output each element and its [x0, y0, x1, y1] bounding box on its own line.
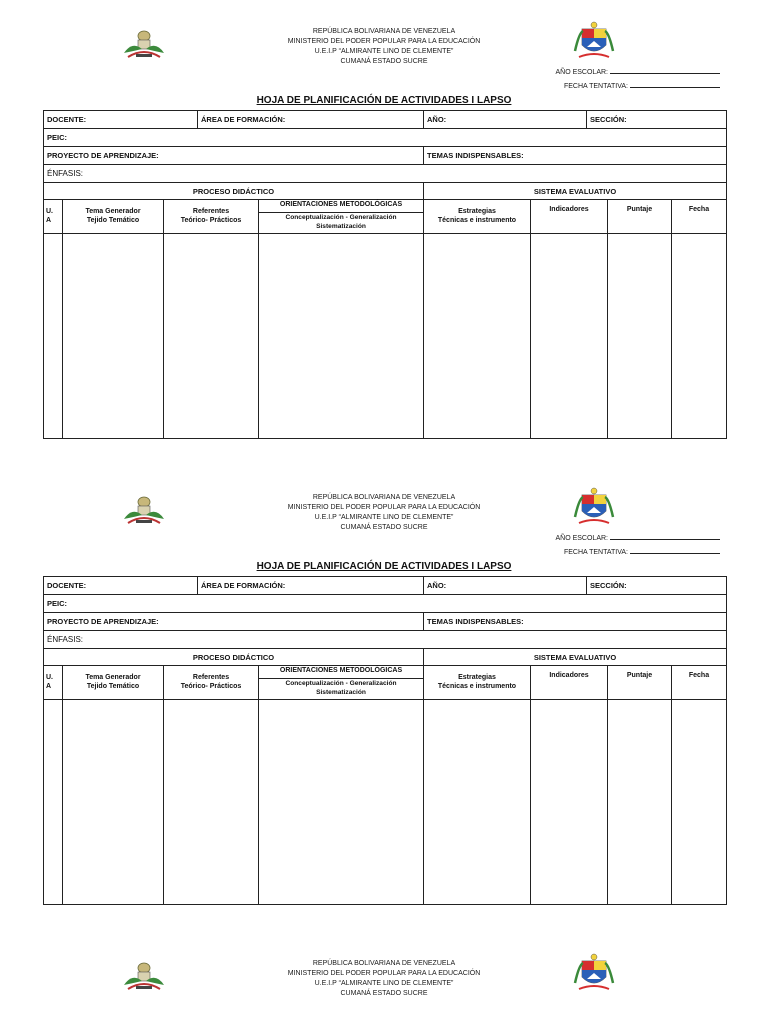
ministry-emblem-icon — [120, 27, 168, 67]
institution-header — [234, 493, 534, 533]
enfasis-field[interactable]: ÉNFASIS: — [47, 169, 84, 178]
docente-field[interactable]: DOCENTE: — [47, 581, 87, 590]
area-field[interactable]: ÁREA DE FORMACIÓN: — [197, 577, 423, 594]
school-year-label: AÑO ESCOLAR: — [555, 69, 608, 76]
col-estrategias-header: Estrategias Técnicas e instrumento — [437, 208, 517, 224]
header-line-3: U.E.I.P “ALMIRANTE LINO DE CLEMENTE” — [314, 980, 454, 987]
ministry-emblem-icon — [120, 959, 168, 999]
col-orientaciones-header: ORIENTACIONES METODOLÓGICAS — [279, 667, 403, 674]
sistema-evaluativo-header: SISTEMA EVALUATIVO — [423, 649, 726, 665]
anio-field[interactable]: AÑO: — [423, 577, 586, 594]
sheet-header — [0, 959, 768, 1009]
peic-field[interactable]: PEIC: — [47, 133, 68, 142]
venezuela-coat-of-arms-icon — [573, 953, 615, 999]
header-line-1: REPÚBLICA BOLIVARIANA DE VENEZUELA — [312, 494, 456, 501]
header-line-3: U.E.I.P “ALMIRANTE LINO DE CLEMENTE” — [314, 514, 454, 521]
venezuela-coat-of-arms-icon — [573, 487, 615, 533]
enfasis-field[interactable]: ÉNFASIS: — [47, 635, 84, 644]
col-puntaje-header: Puntaje — [626, 206, 653, 213]
header-line-4: CUMANÁ ESTADO SUCRE — [340, 524, 428, 531]
col-puntaje-header: Puntaje — [626, 672, 653, 679]
planning-table — [43, 110, 727, 439]
temas-field[interactable]: TEMAS INDISPENSABLES: — [423, 613, 726, 630]
col-ua-header: U. A — [46, 674, 53, 690]
date-label: FECHA TENTATIVA: — [563, 83, 628, 90]
school-year-field[interactable] — [610, 539, 720, 540]
planning-body-area[interactable] — [44, 234, 726, 438]
col-conceptualizacion-header: Conceptualización - Generalización Sistematización — [285, 214, 397, 230]
col-indicadores-header: Indicadores — [549, 672, 589, 679]
header-line-2: MINISTERIO DEL PODER POPULAR PARA LA EDUCACIÓN — [287, 38, 481, 45]
col-tema-header: Tema Generador Tejido Temático — [85, 208, 141, 224]
form-title: HOJA DE PLANIFICACIÓN DE ACTIVIDADES I LAPSO — [256, 561, 512, 572]
form-title: HOJA DE PLANIFICACIÓN DE ACTIVIDADES I LAPSO — [256, 95, 512, 106]
proceso-didactico-header: PROCESO DIDÁCTICO — [192, 652, 275, 662]
date-field[interactable] — [630, 553, 720, 554]
header-line-1: REPÚBLICA BOLIVARIANA DE VENEZUELA — [312, 28, 456, 35]
col-referentes-header: Referentes Teórico- Prácticos — [180, 208, 242, 224]
col-tema-header: Tema Generador Tejido Temático — [85, 674, 141, 690]
anio-field[interactable]: AÑO: — [423, 111, 586, 128]
temas-field[interactable]: TEMAS INDISPENSABLES: — [423, 147, 726, 164]
ministry-emblem-icon — [120, 493, 168, 533]
header-line-2: MINISTERIO DEL PODER POPULAR PARA LA EDUCACIÓN — [287, 504, 481, 511]
col-orientaciones-header: ORIENTACIONES METODOLÓGICAS — [279, 201, 403, 208]
institution-header — [234, 27, 534, 67]
col-fecha-header: Fecha — [688, 672, 710, 679]
header-line-3: U.E.I.P “ALMIRANTE LINO DE CLEMENTE” — [314, 48, 454, 55]
planning-body-area[interactable] — [44, 700, 726, 904]
header-line-4: CUMANÁ ESTADO SUCRE — [340, 58, 428, 65]
school-year-label: AÑO ESCOLAR: — [555, 535, 608, 542]
seccion-field[interactable]: SECCIÓN: — [586, 111, 726, 128]
docente-field[interactable]: DOCENTE: — [47, 115, 87, 124]
header-line-1: REPÚBLICA BOLIVARIANA DE VENEZUELA — [312, 960, 456, 967]
sheet-meta — [500, 68, 720, 94]
area-field[interactable]: ÁREA DE FORMACIÓN: — [197, 111, 423, 128]
sheet-meta — [500, 534, 720, 560]
venezuela-coat-of-arms-icon — [573, 21, 615, 67]
col-estrategias-header: Estrategias Técnicas e instrumento — [437, 674, 517, 690]
col-fecha-header: Fecha — [688, 206, 710, 213]
proyecto-field[interactable]: PROYECTO DE APRENDIZAJE: — [47, 617, 159, 626]
sistema-evaluativo-header: SISTEMA EVALUATIVO — [423, 183, 726, 199]
peic-field[interactable]: PEIC: — [47, 599, 68, 608]
header-line-2: MINISTERIO DEL PODER POPULAR PARA LA EDUCACIÓN — [287, 970, 481, 977]
proceso-didactico-header: PROCESO DIDÁCTICO — [192, 186, 275, 196]
col-indicadores-header: Indicadores — [549, 206, 589, 213]
date-label: FECHA TENTATIVA: — [563, 549, 628, 556]
col-conceptualizacion-header: Conceptualización - Generalización Sistematización — [285, 680, 397, 696]
school-year-field[interactable] — [610, 73, 720, 74]
institution-header — [234, 959, 534, 999]
col-referentes-header: Referentes Teórico- Prácticos — [180, 674, 242, 690]
header-line-4: CUMANÁ ESTADO SUCRE — [340, 990, 428, 997]
seccion-field[interactable]: SECCIÓN: — [586, 577, 726, 594]
proyecto-field[interactable]: PROYECTO DE APRENDIZAJE: — [47, 151, 159, 160]
date-field[interactable] — [630, 87, 720, 88]
col-ua-header: U. A — [46, 208, 53, 224]
planning-table — [43, 576, 727, 905]
